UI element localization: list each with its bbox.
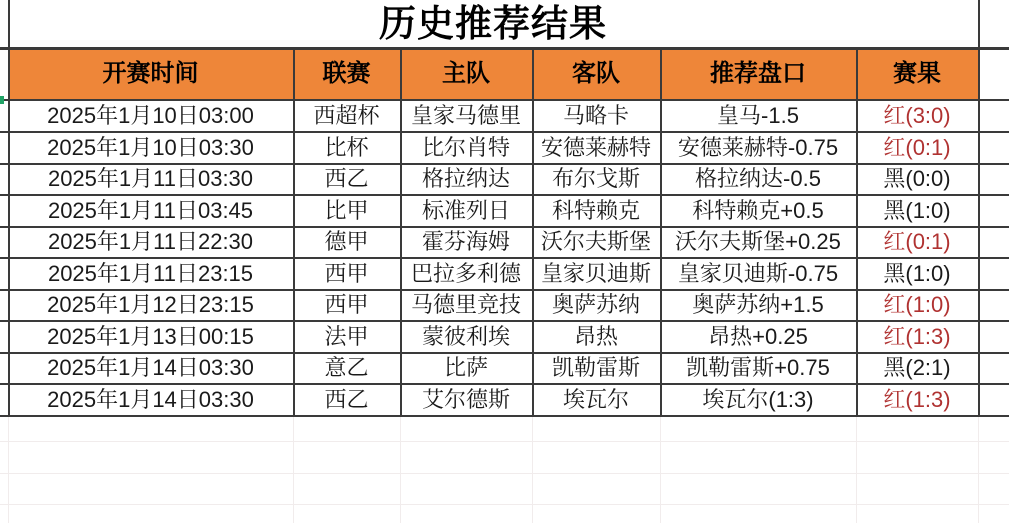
cell-handicap: 皇马-1.5 xyxy=(717,103,799,128)
cell-home-team: 艾尔德斯 xyxy=(421,387,510,412)
grid-vline xyxy=(293,417,294,523)
header-cell-match-time: 开赛时间 xyxy=(102,60,199,87)
cell-away-team: 科特赖克 xyxy=(551,198,640,223)
cell-handicap: 格拉纳达-0.5 xyxy=(695,166,821,191)
cell-match-time: 2025年1月11日22:30 xyxy=(47,229,254,254)
grid-hline xyxy=(0,504,1009,505)
cell-match-time: 2025年1月10日03:00 xyxy=(47,103,254,128)
header-cell-away-team: 客队 xyxy=(572,60,620,87)
grid-vline xyxy=(978,417,979,523)
grid-vline xyxy=(400,417,401,523)
cell-handicap: 昂热+0.25 xyxy=(708,324,808,349)
cell-match-time: 2025年1月11日03:30 xyxy=(47,166,254,191)
cell-league: 意乙 xyxy=(324,355,369,380)
cell-handicap: 科特赖克+0.5 xyxy=(692,198,824,223)
cell-result: 黑(1:0) xyxy=(883,261,951,286)
grid-vline xyxy=(978,0,980,417)
cell-league: 西甲 xyxy=(324,261,369,286)
cell-corner-marker xyxy=(0,96,4,104)
header-cell-result: 赛果 xyxy=(893,60,941,87)
cell-away-team: 沃尔夫斯堡 xyxy=(540,229,651,254)
cell-league: 比杯 xyxy=(324,135,369,160)
header-cell-league: 联赛 xyxy=(322,60,371,87)
cell-result: 红(0:1) xyxy=(883,229,951,254)
grid-vline xyxy=(660,417,661,523)
cell-result: 黑(0:0) xyxy=(883,166,951,191)
cell-league: 西甲 xyxy=(324,292,369,317)
cell-handicap: 皇家贝迪斯-0.75 xyxy=(677,261,839,286)
header-cell-handicap: 推荐盘口 xyxy=(710,60,806,87)
grid-hline xyxy=(0,441,1009,442)
cell-handicap: 沃尔夫斯堡+0.25 xyxy=(675,229,841,254)
cell-away-team: 安德莱赫特 xyxy=(540,135,651,160)
cell-league: 比甲 xyxy=(324,198,369,223)
cell-handicap: 凯勒雷斯+0.75 xyxy=(686,355,830,380)
cell-away-team: 奥萨苏纳 xyxy=(551,292,640,317)
cell-result: 红(1:3) xyxy=(883,387,951,412)
cell-match-time: 2025年1月14日03:30 xyxy=(47,355,254,380)
grid-vline xyxy=(532,417,533,523)
cell-away-team: 马略卡 xyxy=(562,103,629,128)
cell-result: 红(1:0) xyxy=(883,292,951,317)
grid-vline xyxy=(8,417,9,523)
page-title: 历史推荐结果 xyxy=(379,3,607,44)
cell-result: 红(0:1) xyxy=(883,135,951,160)
cell-league: 法甲 xyxy=(324,324,369,349)
cell-league: 西超杯 xyxy=(313,103,380,128)
cell-match-time: 2025年1月13日00:15 xyxy=(47,324,254,349)
cell-away-team: 布尔戈斯 xyxy=(551,166,640,191)
cell-match-time: 2025年1月10日03:30 xyxy=(47,135,254,160)
cell-away-team: 皇家贝迪斯 xyxy=(540,261,651,286)
cell-handicap: 埃瓦尔(1:3) xyxy=(702,387,814,412)
cell-home-team: 比萨 xyxy=(443,355,488,380)
grid-hline xyxy=(0,415,1009,417)
cell-home-team: 巴拉多利德 xyxy=(410,261,521,286)
cell-match-time: 2025年1月14日03:30 xyxy=(47,387,254,412)
cell-handicap: 奥萨苏纳+1.5 xyxy=(692,292,824,317)
cell-result: 黑(1:0) xyxy=(883,198,951,223)
cell-home-team: 皇家马德里 xyxy=(410,103,521,128)
grid-vline xyxy=(856,417,857,523)
cell-home-team: 格拉纳达 xyxy=(421,166,510,191)
cell-result: 红(3:0) xyxy=(883,103,951,128)
cell-home-team: 霍芬海姆 xyxy=(421,229,510,254)
cell-result: 红(1:3) xyxy=(883,324,951,349)
cell-home-team: 马德里竞技 xyxy=(410,292,521,317)
cell-handicap: 安德莱赫特-0.75 xyxy=(677,135,839,160)
cell-home-team: 比尔肖特 xyxy=(421,135,510,160)
cell-away-team: 昂热 xyxy=(573,324,618,349)
cell-home-team: 蒙彼利埃 xyxy=(421,324,510,349)
grid-hline xyxy=(0,473,1009,474)
cell-league: 德甲 xyxy=(324,229,369,254)
cell-match-time: 2025年1月11日23:15 xyxy=(47,261,254,286)
cell-away-team: 埃瓦尔 xyxy=(562,387,629,412)
cell-match-time: 2025年1月11日03:45 xyxy=(47,198,254,223)
cell-away-team: 凯勒雷斯 xyxy=(551,355,640,380)
cell-home-team: 标准列日 xyxy=(421,198,510,223)
cell-league: 西乙 xyxy=(324,387,369,412)
cell-match-time: 2025年1月12日23:15 xyxy=(47,292,254,317)
cell-league: 西乙 xyxy=(324,166,369,191)
cell-result: 黑(2:1) xyxy=(883,355,951,380)
header-cell-home-team: 主队 xyxy=(442,60,490,87)
